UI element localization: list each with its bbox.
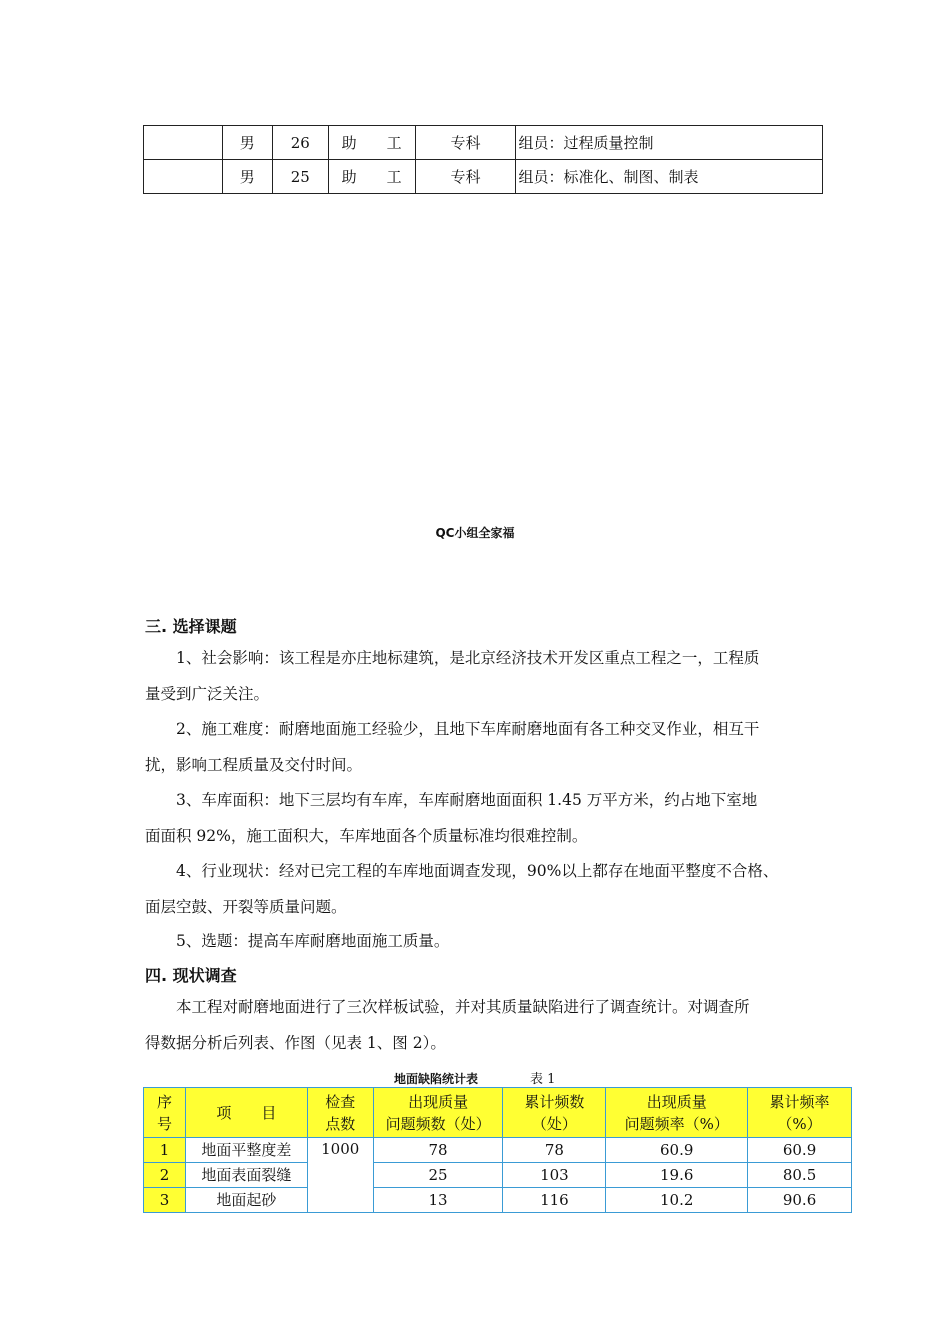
age-cell: 26 bbox=[272, 126, 328, 160]
education-cell: 专科 bbox=[415, 126, 516, 160]
header-item: 项 目 bbox=[185, 1088, 307, 1138]
title-cell: 助 工 bbox=[328, 126, 415, 160]
name-cell bbox=[144, 160, 223, 194]
row-cumulative-rate: 60.9 bbox=[748, 1138, 852, 1163]
table-row bbox=[144, 1163, 852, 1188]
paragraph-line: 2、施工难度：耐磨地面施工经验少，且地下车库耐磨地面有各工种交叉作业，相互干 bbox=[176, 720, 760, 738]
paragraph-line: 1、社会影响：该工程是亦庄地标建筑，是北京经济技术开发区重点工程之一，工程质 bbox=[176, 649, 760, 667]
gender-cell: 男 bbox=[222, 126, 272, 160]
row-item: 地面起砂 bbox=[185, 1188, 307, 1213]
paragraph-line: 3、车库面积：地下三层均有车库，车库耐磨地面面积 1.45 万平方米，约占地下室地 bbox=[176, 791, 758, 809]
row-no: 2 bbox=[144, 1163, 186, 1188]
age-cell: 25 bbox=[272, 160, 328, 194]
header-cumulative-rate: 累计频率 （%） bbox=[748, 1088, 852, 1138]
row-frequency: 25 bbox=[373, 1163, 503, 1188]
section-4-heading: 四. 现状调查 bbox=[145, 966, 237, 985]
row-no: 1 bbox=[144, 1138, 186, 1163]
table-header-row bbox=[144, 1088, 852, 1138]
check-points-cell: 1000 bbox=[307, 1138, 373, 1213]
role-cell: 组员：过程质量控制 bbox=[516, 126, 823, 160]
table-1-number: 表 1 bbox=[530, 1072, 556, 1087]
role-cell: 组员：标准化、制图、制表 bbox=[516, 160, 823, 194]
paragraph-line: 量受到广泛关注。 bbox=[145, 685, 270, 703]
row-frequency: 78 bbox=[373, 1138, 503, 1163]
row-rate: 10.2 bbox=[606, 1188, 748, 1213]
row-cumulative-rate: 80.5 bbox=[748, 1163, 852, 1188]
table-row bbox=[144, 1138, 852, 1163]
row-no: 3 bbox=[144, 1188, 186, 1213]
paragraph-line: 得数据分析后列表、作图（见表 1、图 2）。 bbox=[145, 1034, 446, 1052]
title-cell: 助 工 bbox=[328, 160, 415, 194]
header-cumulative: 累计频数 （处） bbox=[503, 1088, 606, 1138]
paragraph-line: 本工程对耐磨地面进行了三次样板试验，并对其质量缺陷进行了调查统计。对调查所 bbox=[176, 998, 750, 1016]
table-1-title: 地面缺陷统计表 bbox=[394, 1072, 479, 1086]
paragraph-line: 4、行业现状：经对已完工程的车库地面调查发现，90%以上都存在地面平整度不合格、 bbox=[176, 862, 779, 880]
education-cell: 专科 bbox=[415, 160, 516, 194]
paragraph-line: 5、选题：提高车库耐磨地面施工质量。 bbox=[176, 932, 450, 950]
row-item: 地面平整度差 bbox=[185, 1138, 307, 1163]
row-cumulative-rate: 90.6 bbox=[748, 1188, 852, 1213]
table-row bbox=[144, 1188, 852, 1213]
section-3-heading: 三. 选择课题 bbox=[145, 617, 237, 636]
defect-stats-table bbox=[143, 1087, 852, 1213]
row-cumulative: 103 bbox=[503, 1163, 606, 1188]
table-row bbox=[144, 160, 823, 194]
row-rate: 60.9 bbox=[606, 1138, 748, 1163]
paragraph-line: 面面积 92%，施工面积大，车库地面各个质量标准均很难控制。 bbox=[145, 827, 588, 845]
members-table bbox=[143, 125, 823, 194]
header-frequency: 出现质量 问题频数（处） bbox=[373, 1088, 503, 1138]
row-rate: 19.6 bbox=[606, 1163, 748, 1188]
table-row bbox=[144, 126, 823, 160]
row-cumulative: 78 bbox=[503, 1138, 606, 1163]
photo-caption: QC小组全家福 bbox=[435, 526, 515, 540]
paragraph-line: 扰，影响工程质量及交付时间。 bbox=[145, 756, 363, 774]
header-check-points: 检查 点数 bbox=[307, 1088, 373, 1138]
header-no: 序 号 bbox=[144, 1088, 186, 1138]
row-cumulative: 116 bbox=[503, 1188, 606, 1213]
header-rate: 出现质量 问题频率（%） bbox=[606, 1088, 748, 1138]
row-item: 地面表面裂缝 bbox=[185, 1163, 307, 1188]
paragraph-line: 面层空鼓、开裂等质量问题。 bbox=[145, 898, 347, 916]
name-cell bbox=[144, 126, 223, 160]
row-frequency: 13 bbox=[373, 1188, 503, 1213]
gender-cell: 男 bbox=[222, 160, 272, 194]
